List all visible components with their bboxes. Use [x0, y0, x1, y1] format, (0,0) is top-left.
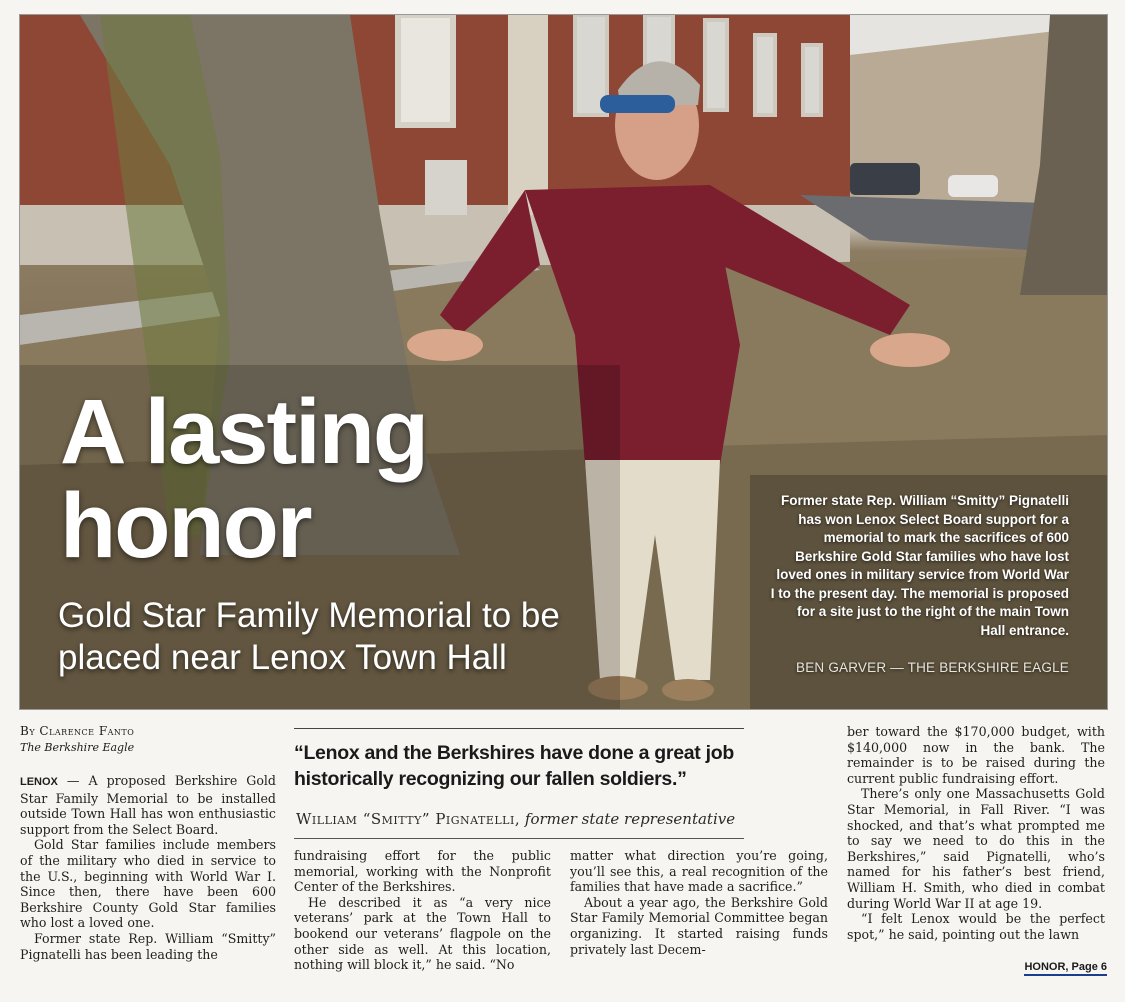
pull-quote: “Lenox and the Berkshires have done a great job historically recognizing our fallen soldiers.” [294, 742, 734, 790]
article-column-4 [847, 724, 1105, 942]
pull-quote-name: William “Smitty” Pignatelli, [296, 810, 521, 828]
headline [60, 381, 480, 577]
photo-credit: BEN GARVER — THE BERKSHIRE EAGLE [796, 660, 1069, 675]
jump-link[interactable]: HONOR, Page 6 [1024, 961, 1107, 976]
article-paragraph: About a year ago, the Berkshire Gold Star Family Memorial Committee began organizing. It started raising funds privately last Decem- [570, 894, 828, 957]
pull-quote-role: former state representative [524, 810, 736, 828]
article-paragraph: — A proposed Berkshire Gold Star Family Memorial to be installed outside Town Hall has won enthusiastic support from the Select Board. [20, 773, 276, 837]
pull-quote-attribution [296, 810, 766, 828]
article-paragraph: ber toward the $170,000 budget, with $140,000 now in the bank. The remainder is to be raised during the current public fundraising effort. [847, 724, 1105, 786]
article-paragraph: fundraising effort for the public memorial, working with the Nonprofit Center of the Berkshires. [294, 848, 551, 895]
article-column-1 [20, 773, 276, 962]
headline-line-1: A lasting [60, 381, 428, 483]
article-paragraph: matter what direction you’re going, you’ll see this, a real recognition of the families that have made a sacrifice.” [570, 848, 828, 895]
byline-paper: The Berkshire Eagle [20, 741, 135, 754]
pull-quote-rule-top [294, 728, 744, 729]
article-paragraph: Gold Star families include members of the military who died in service to the U.S., beginning with World War I. Since then, there have been 600 Berkshire County Gold Star families who lost a loved one. [20, 837, 276, 931]
subheadline: Gold Star Family Memorial to be placed near Lenox Town Hall [58, 596, 560, 677]
article-paragraph: “I felt Lenox would be the perfect spot,” he said, pointing out the lawn [847, 911, 1105, 942]
dateline: LENOX [20, 776, 58, 788]
lead-photo [19, 14, 1108, 710]
article-paragraph: There’s only one Massachusetts Gold Star Memorial, in Fall River. “I was shocked, and that’s what prompted me to say we need to do this in the Berkshires,” said Pignatelli, who’s named for his father’s best friend, William H. Smith, who died in combat during World War II at age 19. [847, 786, 1105, 911]
headline-line-2: honor [60, 475, 311, 577]
article-paragraph: Former state Rep. William “Smitty” Pignatelli has been leading the [20, 930, 276, 962]
byline-author: By Clarence Fanto [20, 724, 135, 738]
article-paragraph: He described it as “a very nice veterans’ park at the Town Hall to bookend our veterans’ flagpole on the other side as well. At this location, nothing will block it,” he said. “No [294, 894, 551, 973]
article-column-3 [570, 848, 828, 957]
article-column-2 [294, 848, 551, 973]
pull-quote-rule-bottom [294, 838, 744, 839]
photo-caption: Former state Rep. William “Smitty” Pignatelli has won Lenox Select Board support for a memorial to mark the sacrifices of 600 Berkshire Gold Star families who have lost loved ones in military service from World War I to the present day. The memorial is proposed for a site just to the right of the main Town Hall entrance. [770, 493, 1069, 638]
